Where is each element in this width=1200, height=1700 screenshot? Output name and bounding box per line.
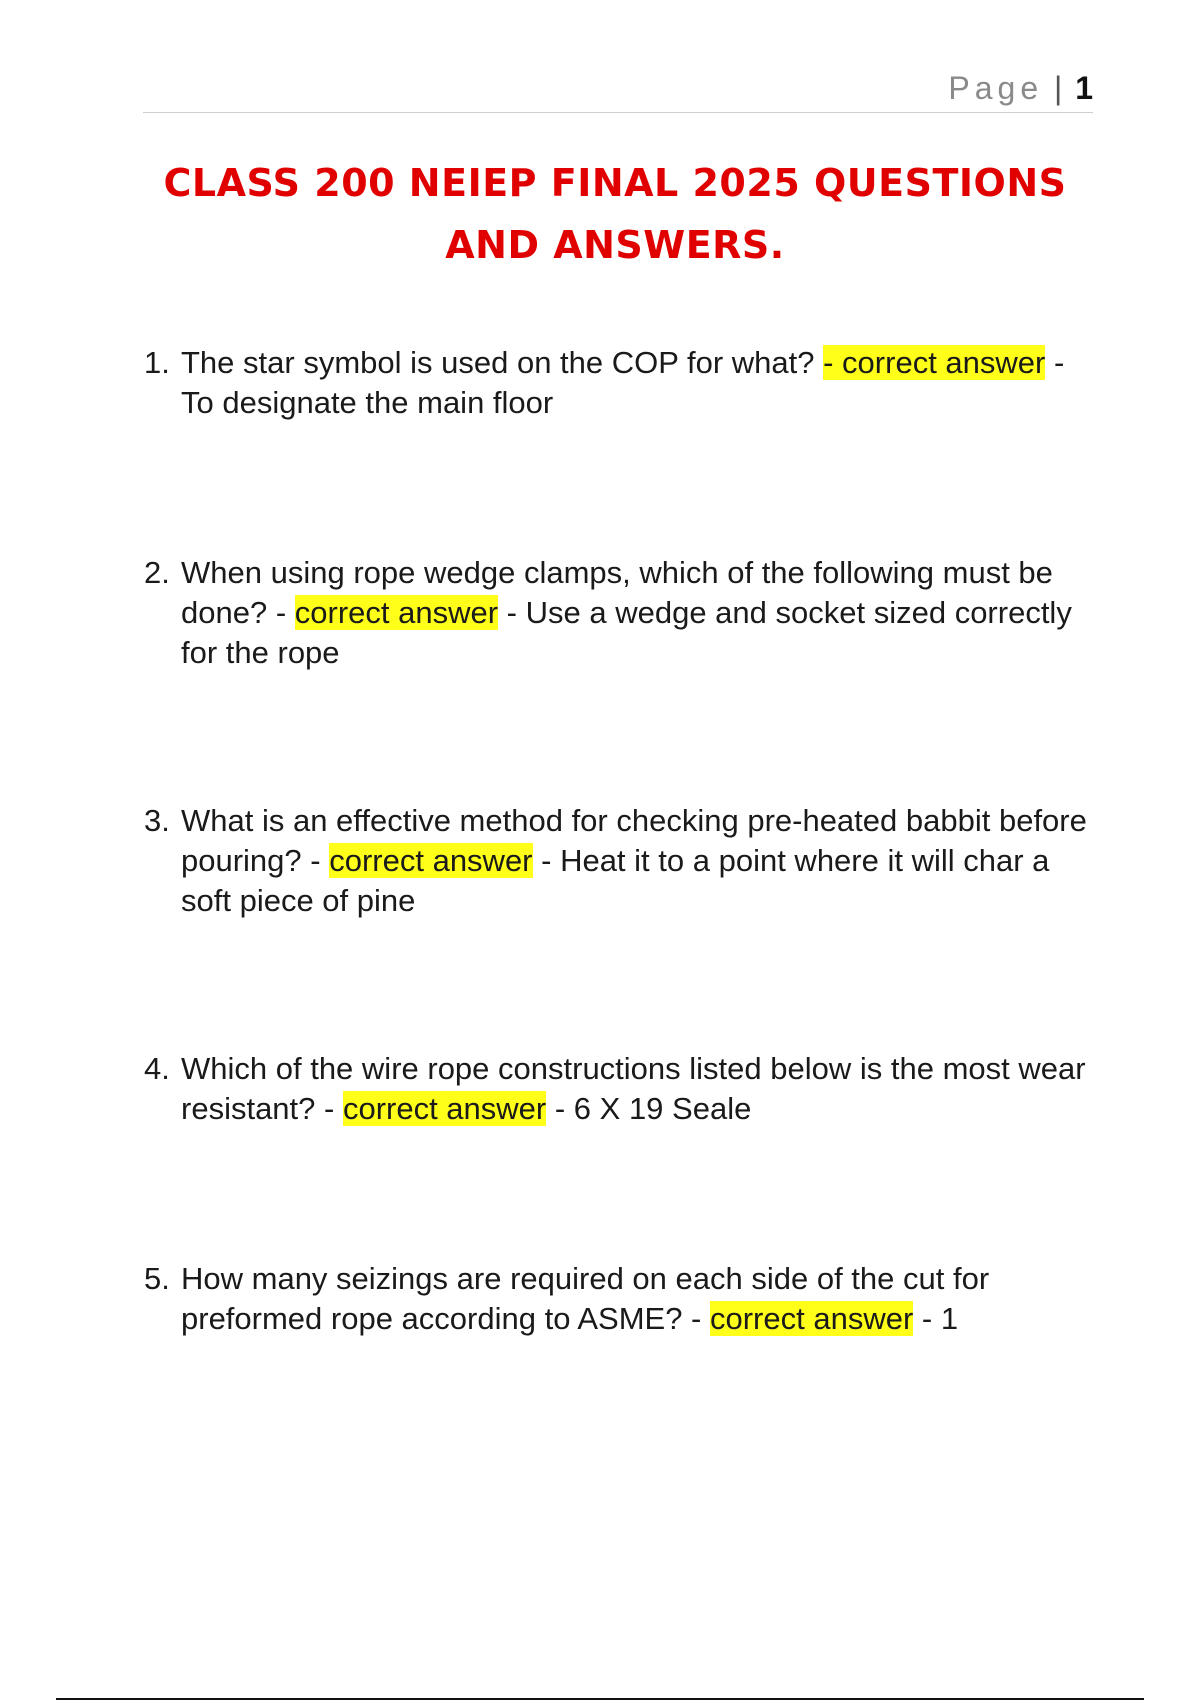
answer-highlight: correct answer <box>329 843 533 878</box>
answer-highlight: correct answer <box>294 595 499 630</box>
qa-item-1 <box>144 343 1104 423</box>
document-title <box>110 152 1120 276</box>
qa-item-3 <box>144 801 1104 921</box>
title-line-1: CLASS 200 NEIEP FINAL 2025 QUESTIONS <box>163 161 1067 205</box>
answer: - 1 <box>913 1301 959 1336</box>
question-number: 2. <box>144 555 170 590</box>
question-text <box>181 343 1104 423</box>
answer-highlight: correct answer <box>342 1091 547 1126</box>
answer-highlight: correct answer <box>709 1301 914 1336</box>
question-text <box>181 553 1104 673</box>
answer-highlight: - correct answer <box>823 345 1046 380</box>
page-separator: | <box>1054 70 1063 106</box>
question-number: 5. <box>144 1261 170 1296</box>
qa-item-5 <box>144 1259 1104 1339</box>
question-number: 4. <box>144 1051 170 1086</box>
question-number: 1. <box>144 345 170 380</box>
question-number: 3. <box>144 803 170 838</box>
answer: - Heat it to a point where it will char a soft piece of pine <box>181 843 1050 918</box>
answer: - Use a wedge and socket sized correctly for the rope <box>181 595 1072 670</box>
page-number: 1 <box>1075 70 1093 106</box>
question: Which of the wire rope constructions listed below is the most wear resistant? - <box>181 1051 1086 1126</box>
question: The star symbol is used on the COP for what? <box>181 345 824 380</box>
page-header <box>143 66 1093 113</box>
answer: - To designate the main floor <box>181 345 1065 420</box>
question-text <box>181 1049 1104 1129</box>
question: When using rope wedge clamps, which of the following must be done? - <box>181 555 1053 630</box>
question-text <box>181 1259 1104 1339</box>
qa-item-2 <box>144 553 1104 673</box>
question: How many seizings are required on each side of the cut for preformed rope according to ASME? - <box>181 1261 990 1336</box>
page-label: Page <box>948 70 1044 106</box>
answer: - 6 X 19 Seale <box>546 1091 752 1126</box>
qa-item-4 <box>144 1049 1104 1129</box>
question: What is an effective method for checking pre-heated babbit before pouring? - <box>181 803 1087 878</box>
question-text <box>181 801 1104 921</box>
title-line-2: AND ANSWERS. <box>445 223 785 267</box>
